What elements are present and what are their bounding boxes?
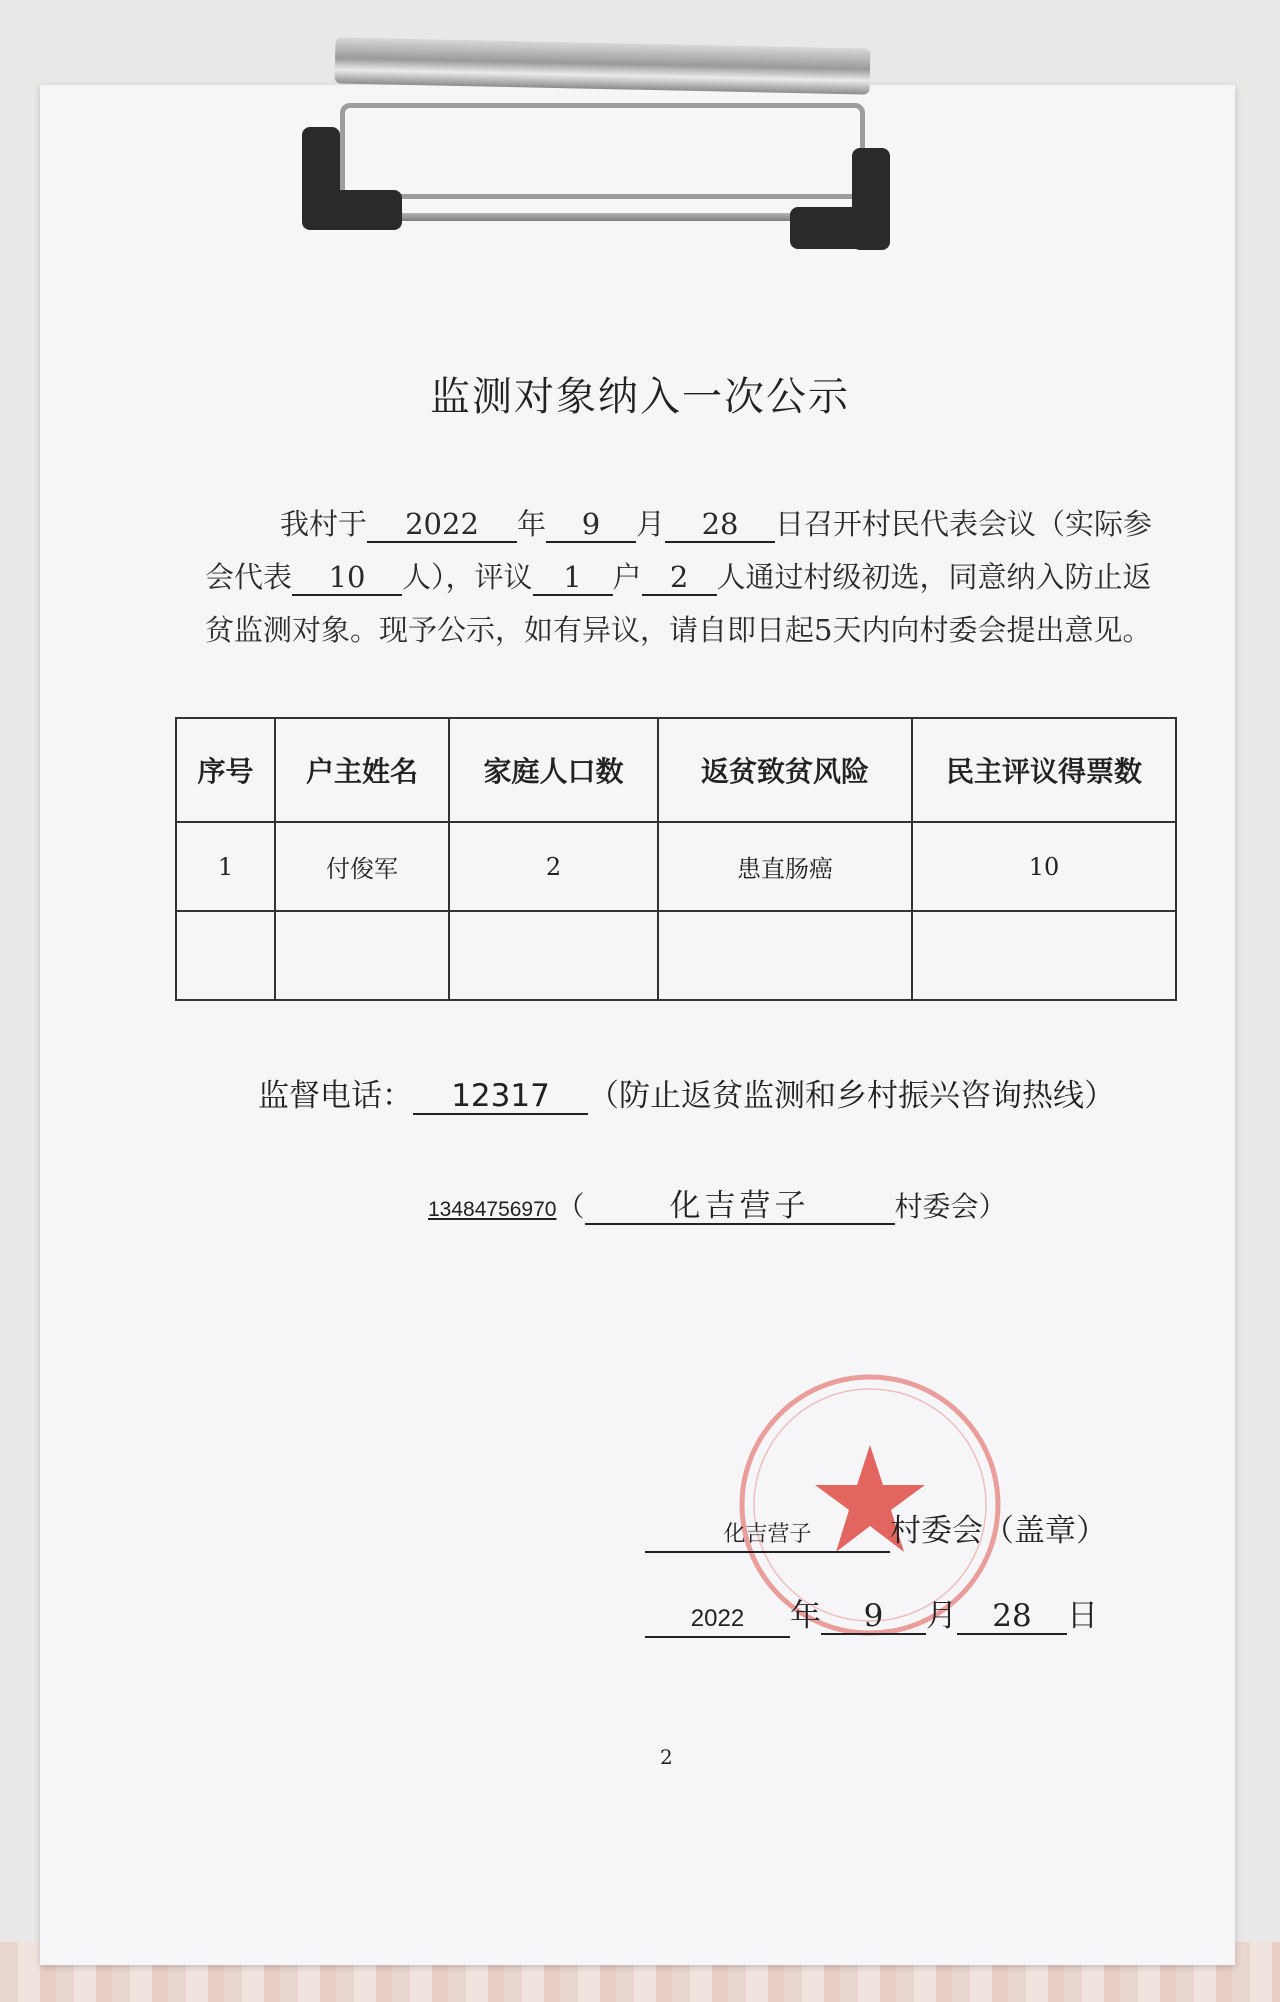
village-open-paren: （	[556, 1190, 585, 1223]
clip-lower-wire	[370, 213, 840, 221]
supervision-phone-line	[258, 1070, 1115, 1115]
supervision-number: 12317	[413, 1079, 588, 1115]
person-count: 2	[642, 560, 717, 596]
clipboard-clip	[300, 35, 900, 225]
cell-votes: 10	[912, 822, 1176, 911]
cell-family-size	[449, 911, 658, 1000]
cell-name	[275, 911, 449, 1000]
notice-text: 我村于	[280, 507, 368, 541]
signature-date	[645, 1590, 1098, 1638]
cell-risk: 患直肠癌	[658, 822, 912, 911]
notice-text: 户	[612, 560, 642, 594]
sign-year-label: 年	[790, 1598, 821, 1634]
village-name: 化吉营子	[585, 1189, 895, 1225]
notice-text: 人通过村级初选，同意纳入防止返贫监测对象。现予公示，如有异议，请自即日起5天内向村委会提出意见。	[205, 560, 1152, 647]
notice-text: 日召开村民代表会议（实际参会代表	[205, 507, 1153, 594]
supervision-note: （防止返贫监测和乡村振兴咨询热线）	[588, 1078, 1115, 1114]
sign-year: 2022	[645, 1602, 790, 1638]
table-row	[176, 822, 1176, 911]
sign-day-label: 日	[1067, 1598, 1098, 1634]
cell-risk	[658, 911, 912, 1000]
sign-day: 28	[957, 1599, 1067, 1635]
clip-bar	[335, 37, 871, 94]
clip-foot-left-base	[302, 190, 402, 230]
household-count: 1	[533, 560, 613, 596]
monitoring-table	[175, 717, 1177, 1001]
sign-month: 9	[821, 1599, 926, 1635]
sign-month-label: 月	[926, 1598, 957, 1634]
col-header-family-size: 家庭人口数	[449, 718, 658, 822]
notice-text: 人），评议	[402, 560, 533, 594]
village-phone-number: 13484756970	[428, 1198, 557, 1221]
village-phone-line	[428, 1185, 1007, 1225]
table-header-row	[176, 718, 1176, 822]
clip-foot-right-base	[790, 207, 890, 249]
page-number: 2	[660, 1745, 673, 1769]
attendee-count: 10	[292, 560, 402, 596]
cell-name: 付俊军	[275, 822, 449, 911]
meeting-month: 9	[546, 507, 636, 543]
col-header-index: 序号	[176, 718, 275, 822]
cell-family-size: 2	[449, 822, 658, 911]
col-header-name: 户主姓名	[275, 718, 449, 822]
meeting-year: 2022	[367, 507, 517, 543]
cell-index: 1	[176, 822, 275, 911]
signature-label: 村委会（盖章）	[890, 1513, 1107, 1549]
signature-line	[645, 1505, 1107, 1553]
document-title: 监测对象纳入一次公示	[430, 374, 850, 420]
notice-text: 年	[517, 507, 547, 541]
cell-index	[176, 911, 275, 1000]
signature-village: 化吉营子	[645, 1517, 890, 1553]
col-header-risk: 返贫致贫风险	[658, 718, 912, 822]
notice-text: 月	[636, 507, 666, 541]
village-suffix: 村委会）	[894, 1190, 1007, 1223]
supervision-label: 监督电话：	[258, 1078, 413, 1114]
clip-wire	[340, 103, 865, 199]
cell-votes	[912, 911, 1176, 1000]
meeting-day: 28	[665, 507, 775, 543]
table-row	[176, 911, 1176, 1000]
notice-paragraph	[205, 498, 1175, 657]
col-header-votes: 民主评议得票数	[912, 718, 1176, 822]
